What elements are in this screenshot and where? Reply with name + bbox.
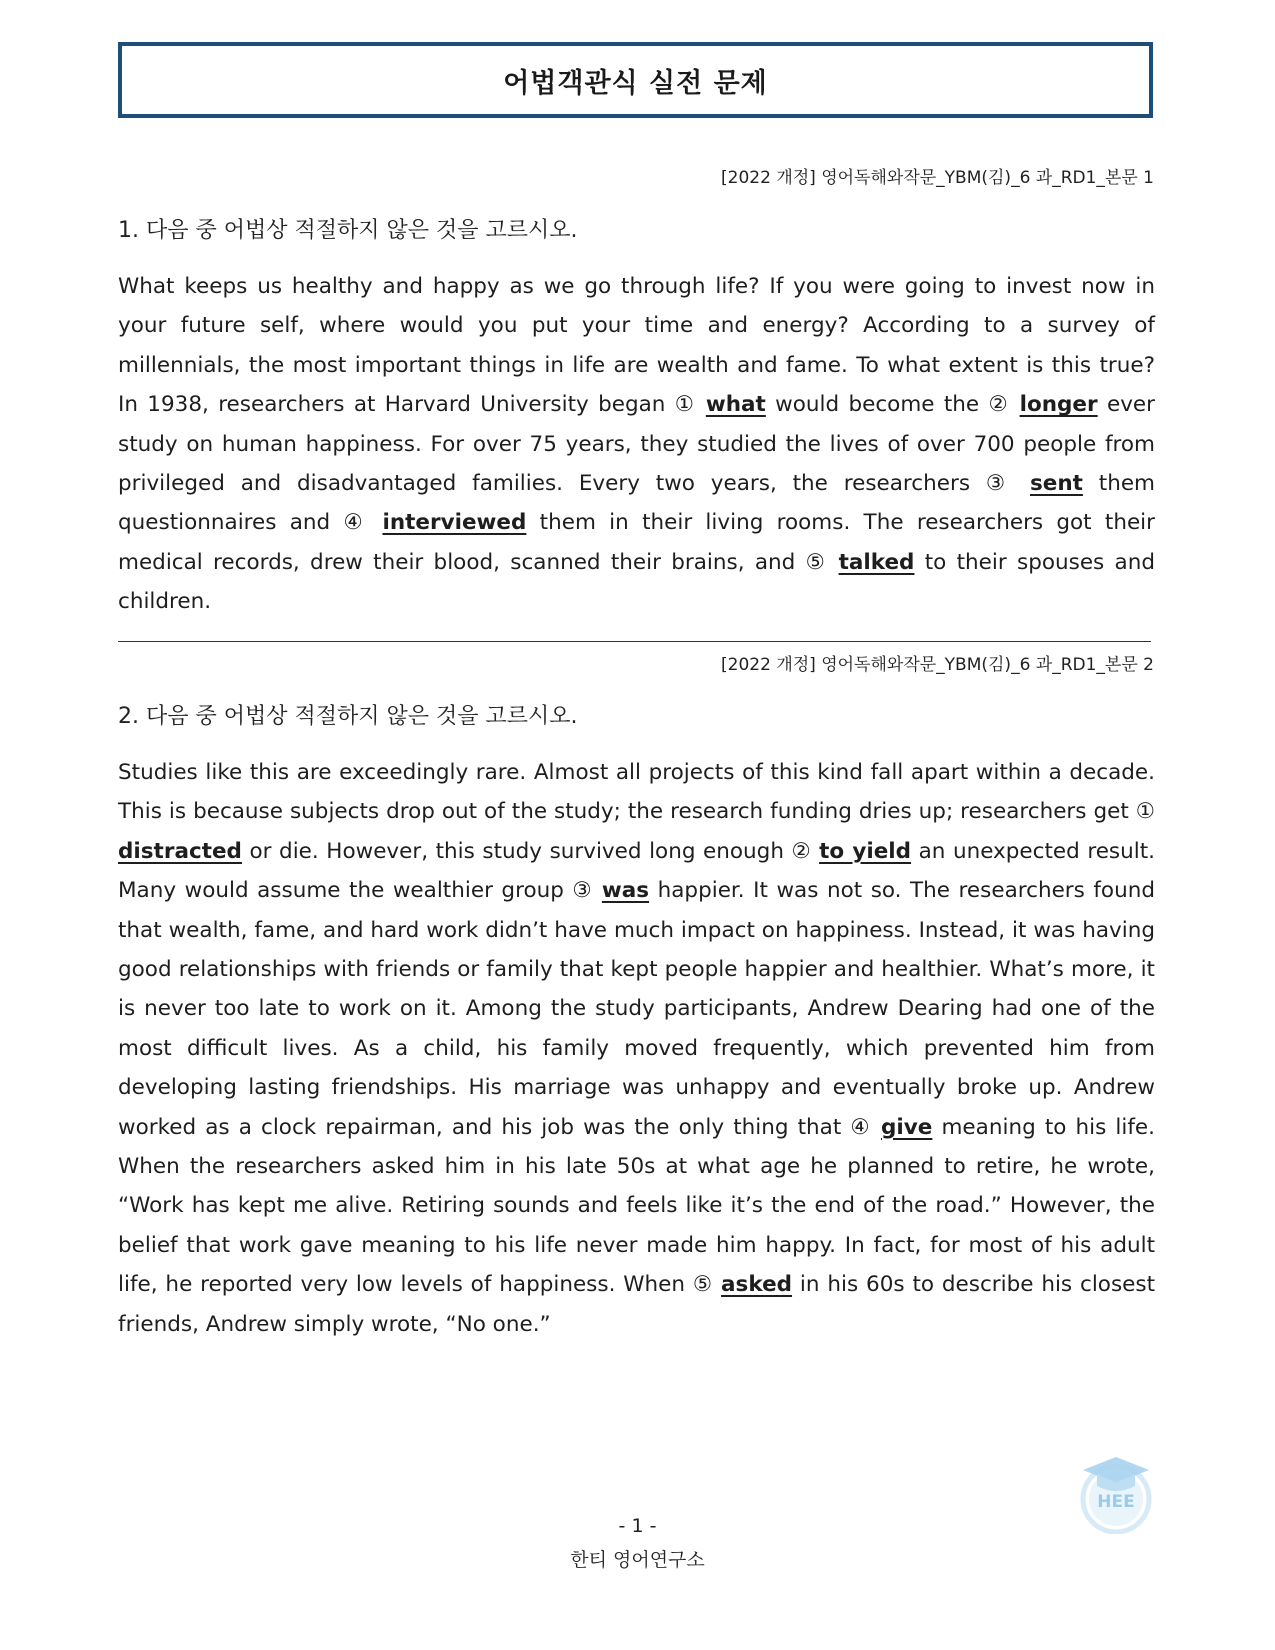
source-label-2: [2022 개정] 영어독해와작문_YBM(김)_6 과_RD1_본문 2: [721, 655, 1154, 675]
underlined-choice: longer: [1019, 392, 1098, 418]
underlined-choice: sent: [1029, 471, 1083, 497]
passage-1: What keeps us healthy and happy as we go through life? If you were going to invest now in your future self, where would you put your time and energy? According to a survey of millennials, the most important things in life are wealth and fame. To what extent is this true? In 1938, researchers at Harvard University began ① what would become the ② longer ever study on human happiness. For over 75 years, they studied the lives of over 700 people from privileged and disadvantaged families. Every two years, the researchers ③ sent them questionnaires and ④ interviewed them in their living rooms. The researchers got their medical records, drew their blood, scanned their brains, and ⑤ talked to their spouses and children.: [118, 274, 1156, 615]
question-1: 1. 다음 중 어법상 적절하지 않은 것을 고르시오.: [118, 218, 578, 243]
graduation-cap-icon: [1075, 1452, 1157, 1534]
underlined-choice: interviewed: [382, 510, 527, 536]
underlined-choice: what: [705, 392, 766, 418]
underlined-choice: give: [881, 1114, 933, 1140]
logo-text: HEE: [1097, 1492, 1135, 1512]
underlined-choice: to yield: [819, 838, 912, 864]
question-2: 2. 다음 중 어법상 적절하지 않은 것을 고르시오.: [118, 704, 578, 729]
watermark-logo: [1075, 1452, 1157, 1534]
section-divider: [118, 641, 1151, 642]
page-title: 어법객관식 실전 문제: [503, 67, 768, 99]
page-number: - 1 -: [618, 1515, 657, 1537]
underlined-choice: talked: [838, 549, 915, 575]
underlined-choice: distracted: [118, 838, 242, 864]
passage-2: Studies like this are exceedingly rare. Almost all projects of this kind fall apart within a decade. This is because subjects drop out of the study; the research funding dries up; researchers get ① distracted or die. However, this study survived long enough ② to yield an unexpected result. Many would assume the wealthier group ③ was happier. It was not so. The researchers found that wealth, fame, and hard work didn’t have much impact on happiness. Instead, it was having good relationships with friends or family that kept people happier and healthier. What’s more, it is never too late to work on it. Among the study participants, Andrew Dearing had one of the most difficult lives. As a child, his family moved frequently, which prevented him from developing lasting friendships. His marriage was unhappy and eventually broke up. Andrew worked as a clock repairman, and his job was the only thing that ④ give meaning to his life. When the researchers asked him in his late 50s at what age he planned to retire, he wrote, “Work has kept me alive. Retiring sounds and feels like it’s the end of the road.” However, the belief that work gave meaning to his life never made him happy. In fact, for most of his adult life, he reported very low levels of happiness. When ⑤ asked in his 60s to describe his closest friends, Andrew simply wrote, “No one.”: [118, 760, 1156, 1337]
footer-organization: 한티 영어연구소: [570, 1549, 705, 1571]
title-box: [118, 42, 1153, 118]
source-label-1: [2022 개정] 영어독해와작문_YBM(김)_6 과_RD1_본문 1: [721, 168, 1154, 188]
underlined-choice: was: [601, 878, 650, 904]
underlined-choice: asked: [721, 1272, 793, 1298]
